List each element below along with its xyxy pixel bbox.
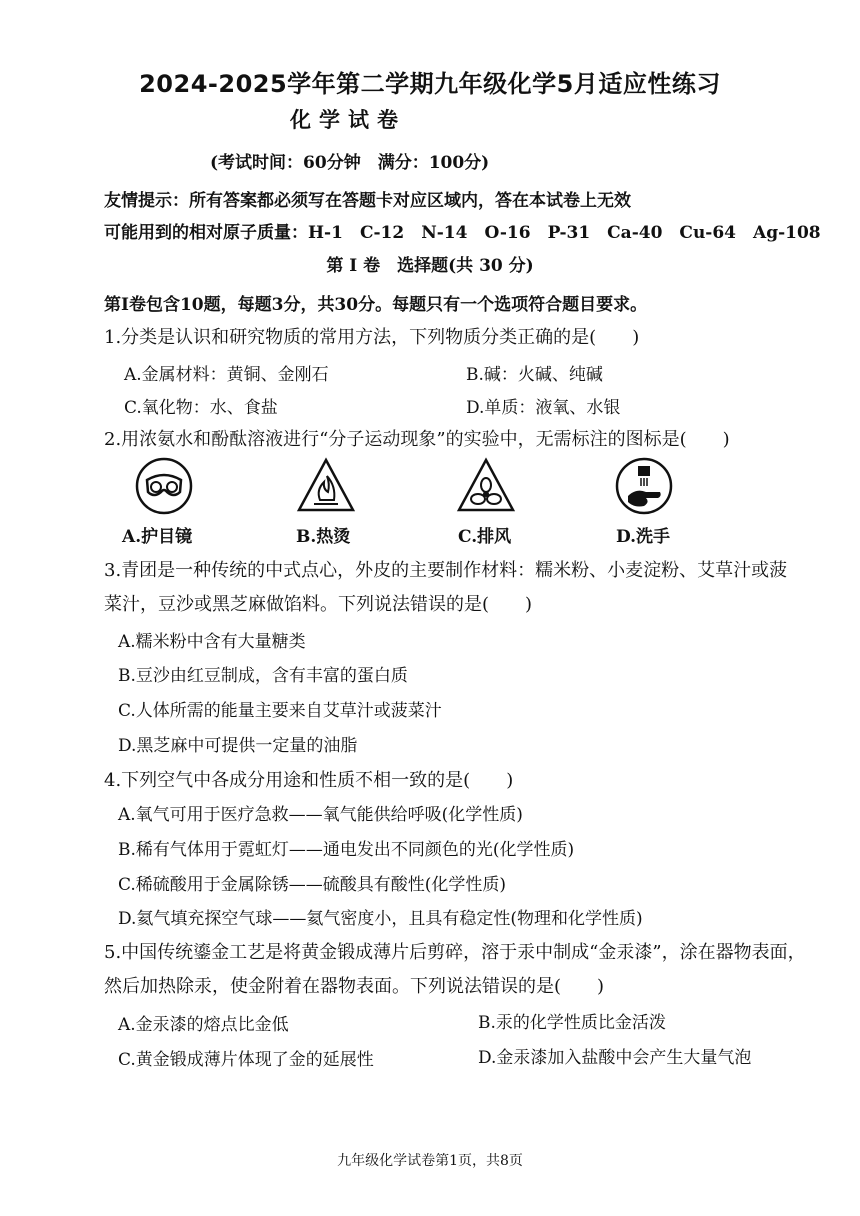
question-1-stem: 1.分类是认识和研究物质的常用方法，下列物质分类正确的是( ) [104,327,640,348]
exam-subtitle: 化学试卷 [290,108,406,132]
question-1-option-c: C.氧化物：水、食盐 [124,398,278,418]
question-4-option-b: B.稀有气体用于霓虹灯——通电发出不同颜色的光(化学性质) [118,840,575,860]
question-4-option-a: A.氧气可用于医疗急救——氧气能供给呼吸(化学性质) [118,805,523,825]
question-5-option-d: D.金汞漆加入盐酸中会产生大量气泡 [478,1048,752,1068]
atomic-masses: 可能用到的相对原子质量：H-1 C-12 N-14 O-16 P-31 Ca-40 Cu-64 Ag-108 [104,223,821,243]
question-4-stem: 4.下列空气中各成分用途和性质不相一致的是( ) [104,770,514,791]
question-2-stem: 2.用浓氨水和酚酞溶液进行“分子运动现象”的实验中，无需标注的图标是( ) [104,429,730,450]
hand-wash-icon [614,456,674,516]
question-1-option-a: A.金属材料：黄铜、金刚石 [124,365,329,385]
question-3-stem-line-2: 菜汁，豆沙或黑芝麻做馅料。下列说法错误的是( ) [104,594,533,615]
exam-title: 2024-2025学年第二学期九年级化学5月适应性练习 [139,70,721,98]
question-2-option-d: D.洗手 [616,527,671,547]
question-5-option-b: B.汞的化学性质比金活泼 [478,1013,666,1033]
section-title: 第 I 卷 选择题(共 30 分) [326,256,534,276]
question-5-option-a: A.金汞漆的熔点比金低 [118,1015,289,1035]
hot-surface-icon [296,456,356,516]
question-2-option-a: A.护目镜 [122,527,193,547]
question-5-stem-line-1: 5.中国传统鎏金工艺是将黄金锻成薄片后剪碎，溶于汞中制成“金汞漆”，涂在器物表面， [104,942,806,963]
question-3-option-d: D.黑芝麻中可提供一定量的油脂 [118,736,358,756]
question-4-option-c: C.稀硫酸用于金属除锈——硫酸具有酸性(化学性质) [118,875,507,895]
question-2-option-c: C.排风 [458,527,512,547]
question-1-option-b: B.碱：火碱、纯碱 [466,365,603,385]
page-footer: 九年级化学试卷第1页，共8页 [337,1153,523,1169]
question-4-option-d: D.氦气填充探空气球——氦气密度小，且具有稳定性(物理和化学性质) [118,909,643,929]
question-3-option-b: B.豆沙由红豆制成，含有丰富的蛋白质 [118,666,408,686]
ventilation-fan-icon [456,456,516,516]
question-2-icons [104,456,784,556]
notice: 友情提示：所有答案都必须写在答题卡对应区域内，答在本试卷上无效 [104,191,631,211]
question-1-option-d: D.单质：液氧、水银 [466,398,621,418]
section-instruction: 第I卷包含10题，每题3分，共30分。每题只有一个选项符合题目要求。 [104,295,648,315]
goggles-icon [134,456,194,516]
question-5-option-c: C.黄金锻成薄片体现了金的延展性 [118,1050,374,1070]
question-5-stem-line-2: 然后加热除汞，使金附着在器物表面。下列说法错误的是( ) [104,976,605,997]
question-3-option-a: A.糯米粉中含有大量糖类 [118,632,306,652]
question-3-option-c: C.人体所需的能量主要来自艾草汁或菠菜汁 [118,701,442,721]
exam-time-info: (考试时间：60分钟 满分：100分) [210,153,490,173]
question-2-option-b: B.热烫 [296,527,351,547]
question-3-stem-line-1: 3.青团是一种传统的中式点心，外皮的主要制作材料：糯米粉、小麦淀粉、艾草汁或菠 [104,560,788,581]
